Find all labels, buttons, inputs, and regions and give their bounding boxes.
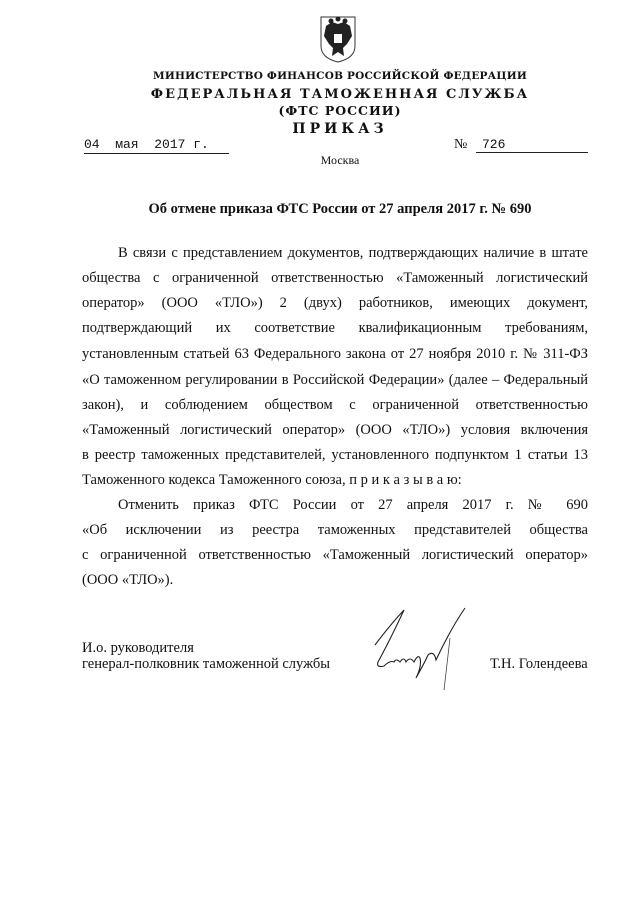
document-type: ПРИКАЗ xyxy=(292,121,388,137)
body-paragraph-1-line: в реестр таможенных представителей, установленного подпунктом 1 статьи 13 xyxy=(82,447,588,463)
body-paragraph-1-line: «Таможенный логистический оператор» (ООО «ТЛО») условия включения xyxy=(82,422,588,438)
order-number: 726 xyxy=(476,137,588,153)
body-paragraph-1-line: В связи с представлением документов, подтверждающих наличие в штате xyxy=(118,245,588,261)
body-paragraph-1-line: оператор» (ООО «ТЛО») 2 (двух) работников, имеющих документ, xyxy=(82,295,588,311)
handwritten-signature xyxy=(370,600,470,695)
order-number-label: № xyxy=(454,137,468,152)
city: Москва xyxy=(320,153,360,167)
signatory-rank: генерал-полковник таможенной службы xyxy=(82,656,331,672)
body-paragraph-2-line: Отменить приказ ФТС России от 27 апреля 2017 г. № 690 xyxy=(118,497,588,513)
body-paragraph-2-line: «Об исключении из реестра таможенных представителей общества xyxy=(82,522,588,538)
signatory-name: Т.Н. Голендеева xyxy=(490,656,588,672)
body-paragraph-1-line: подтверждающий их соответствие квалификационным требованиям, xyxy=(82,320,588,336)
body-paragraph-1-line: установленным статьей 63 Федерального закона от 27 ноября 2010 г. № 311-ФЗ xyxy=(82,346,588,362)
body-paragraph-2-line: с ограниченной ответственностью «Таможенный логистический оператор» xyxy=(82,547,588,563)
body-paragraph-1-line: Таможенного кодекса Таможенного союза, п р и к а з ы в а ю: xyxy=(82,472,462,488)
service-short-name: (ФТС РОССИИ) xyxy=(278,103,402,118)
body-paragraph-1-line: общества с ограниченной ответственностью «Таможенный логистический xyxy=(82,270,588,286)
service-name: ФЕДЕРАЛЬНАЯ ТАМОЖЕННАЯ СЛУЖБА xyxy=(150,87,530,102)
ministry-name: МИНИСТЕРСТВО ФИНАНСОВ РОССИЙСКОЙ ФЕДЕРАЦИИ xyxy=(153,70,527,82)
order-date: 04 мая 2017 г. xyxy=(84,137,229,154)
body-paragraph-2-line: (ООО «ТЛО»). xyxy=(82,572,174,588)
signatory-role: И.о. руководителя xyxy=(82,640,194,656)
coat-of-arms-emblem xyxy=(318,14,358,64)
body-paragraph-1-line: «О таможенном регулировании в Российской Федерации» (далее – Федеральный xyxy=(82,372,588,388)
document-title: Об отмене приказа ФТС России от 27 апреля 2017 г. № 690 xyxy=(148,201,532,217)
body-paragraph-1-line: закон), и соблюдением обществом с ограниченной ответственностью xyxy=(82,397,588,413)
